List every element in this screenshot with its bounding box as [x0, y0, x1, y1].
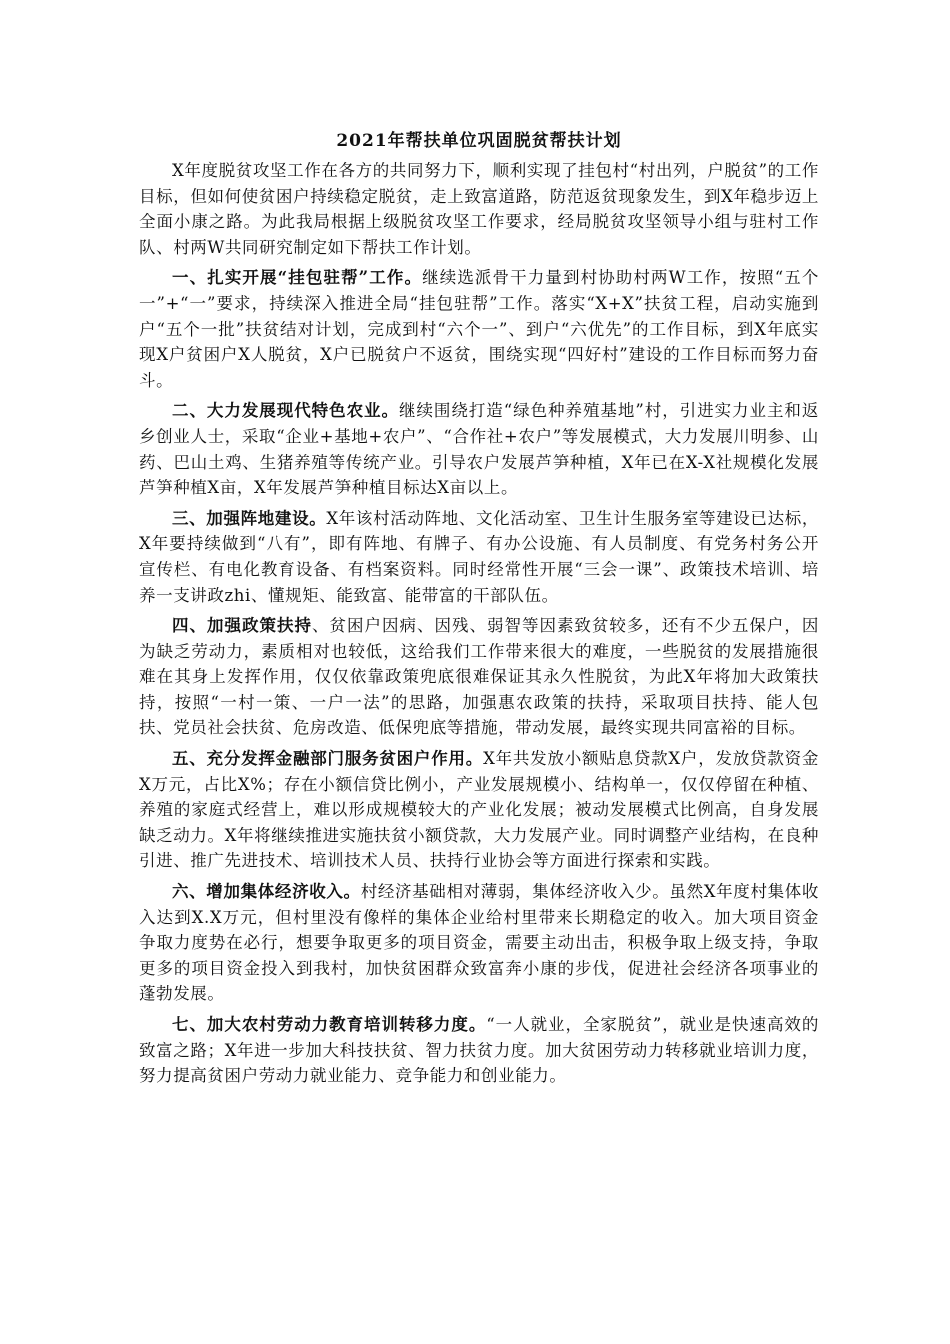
document-title: 2021年帮扶单位巩固脱贫帮扶计划	[336, 131, 622, 151]
section-heading-3: 三、加强阵地建设。	[172, 508, 327, 528]
section-text-2: 继续围绕打造“绿色种养殖基地”村，引进实力业主和返乡创业人士，采取“企业+基地+农户”、“合作社+农户”等发展模式，大力发展川明参、山药、巴山土鸡、生猪养殖等传统产业。引导农户发展芦笋种植，X年已在X-X社规模化发展芦笋种植X亩，X年发展芦笋种植目标达X亩以上。	[139, 401, 819, 498]
document-body	[139, 128, 819, 1089]
section-paragraph-1	[139, 265, 819, 393]
section-text-6: 村经济基础相对薄弱，集体经济收入少。虽然X年度村集体收入达到X.X万元，但村里没有像样的集体企业给村里带来长期稳定的收入。加大项目资金争取力度势在必行，想要争取更多的项目资金，需要主动出击，积极争取上级支持，争取更多的项目资金投入到我村，加快贫困群众致富奔小康的步伐，促进社会经济各项事业的蓬勃发展。	[139, 882, 819, 1004]
section-paragraph-6	[139, 879, 819, 1007]
section-text-1: 继续选派骨干力量到村协助村两W工作，按照“五个一”+“一”要求，持续深入推进全局“挂包驻帮”工作。落实“X+X”扶贫工程，启动实施到户“五个一批”扶贫结对计划，完成到村“六个一”、到户“六优先”的工作目标，到X年底实现X户贫困户X人脱贫，X户已脱贫户不返贫，围绕实现“四好村”建设的工作目标而努力奋斗。	[139, 268, 819, 390]
section-heading-1: 一、扎实开展“挂包驻帮”工作。	[172, 268, 423, 288]
section-paragraph-7	[139, 1012, 819, 1089]
intro-text: X年度脱贫攻坚工作在各方的共同努力下，顺利实现了挂包村“村出列，户脱贫”的工作目标，但如何使贫困户持续稳定脱贫，走上致富道路，防范返贫现象发生，到X年稳步迈上全面小康之路。为此我局根据上级脱贫攻坚工作要求，经局脱贫攻坚领导小组与驻村工作队、村两W共同研究制定如下帮扶工作计划。	[139, 161, 819, 257]
section-text-7: “一人就业，全家脱贫”，就业是快速高效的致富之路；X年进一步加大科技扶贫、智力扶贫力度。加大贫困劳动力转移就业培训力度，努力提高贫困户劳动力就业能力、竞争能力和创业能力。	[139, 1015, 819, 1086]
section-text-3: X年该村活动阵地、文化活动室、卫生计生服务室等建设已达标，X年要持续做到“八有”，即有阵地、有牌子、有办公设施、有人员制度、有党务村务公开宣传栏、有电化教育设备、有档案资料。同时经常性开展“三会一课”、政策技术培训、培养一支讲政zhi、懂规矩、能致富、能带富的干部队伍。	[139, 508, 819, 605]
section-heading-5: 五、充分发挥金融部门服务贫困户作用。	[172, 749, 484, 769]
section-text-5: X年共发放小额贴息贷款X户，发放贷款资金X万元，占比X%；存在小额信贷比例小，产业发展规模小、结构单一，仅仅停留在种植、养殖的家庭式经营上，难以形成规模较大的产业化发展；被动发展模式比例高，自身发展缺乏动力。X年将继续推进实施扶贫小额贷款，大力发展产业。同时调整产业结构，在良种引进、推广先进技术、培训技术人员、扶持行业协会等方面进行探索和实践。	[139, 749, 819, 871]
section-heading-2: 二、大力发展现代特色农业。	[172, 401, 399, 421]
section-paragraph-2	[139, 398, 819, 500]
section-paragraph-5	[139, 746, 819, 874]
intro-paragraph	[139, 158, 819, 260]
section-heading-7: 七、加大农村劳动力教育培训转移力度。	[172, 1015, 487, 1034]
section-text-4: 、贫困户因病、因残、弱智等因素致贫较多，还有不少五保户，因为缺乏劳动力，素质相对也较低，这给我们工作带来很大的难度，一些脱贫的发展措施很难在其身上发挥作用，仅仅依靠政策兜底很难保证其永久性脱贫，为此X年将加大政策扶持，按照“一村一策、一户一法”的思路，加强惠农政策的扶持，采取项目扶持、能人包扶、党员社会扶贫、危房改造、低保兜底等措施，带动发展，最终实现共同富裕的目标。	[139, 616, 819, 738]
section-paragraph-3	[139, 506, 819, 608]
section-paragraph-4	[139, 613, 819, 741]
section-heading-4: 四、加强政策扶持	[172, 616, 312, 636]
section-heading-6: 六、增加集体经济收入。	[172, 882, 361, 902]
